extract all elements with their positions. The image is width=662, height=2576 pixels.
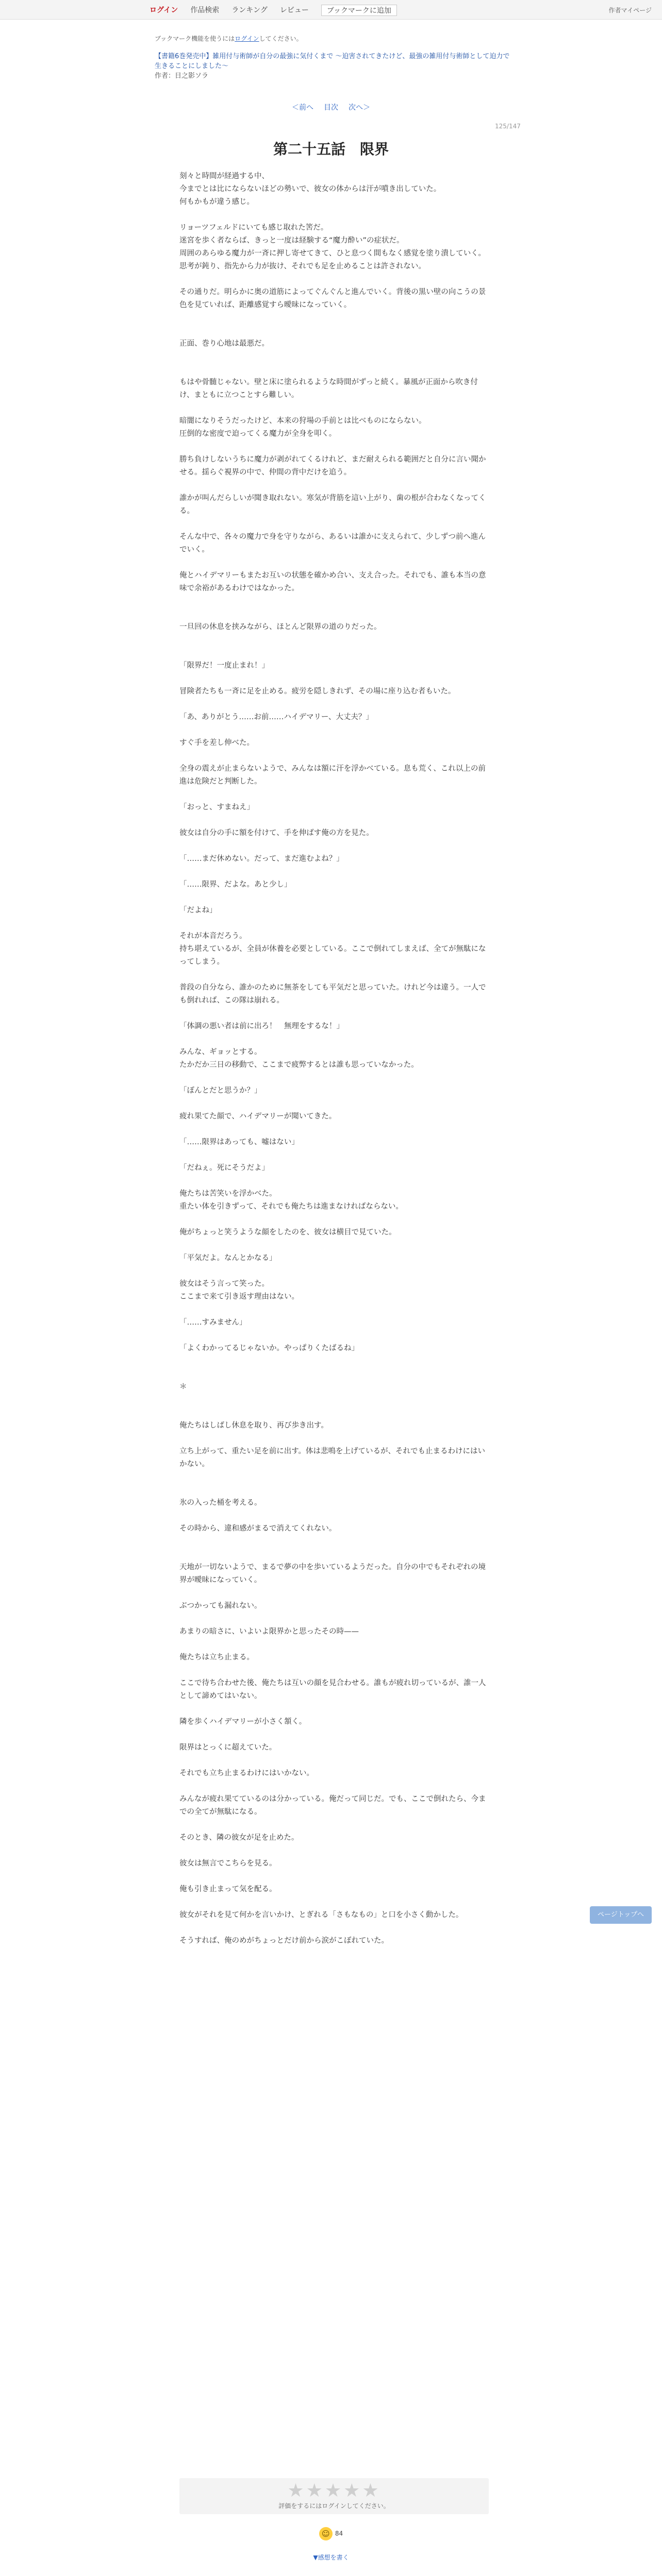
novel-paragraph: リョーツフェルドにいても感じ取れた筈だ。 (179, 224, 328, 232)
novel-paragraph (179, 1303, 489, 1316)
novel-paragraph: ぶつかっても漏れない。 (179, 1602, 262, 1610)
works-search-link[interactable]: 作品検索 (190, 6, 220, 14)
write-impression-link[interactable]: ▼感想を書く (313, 2554, 349, 2561)
novel-paragraph: 周囲のあらゆる魔力が一斉に押し寄せてきて、ひと息つく間もなく感覚を塗り潰していく。思考が鈍り、指先から力が抜け、それでも足を止めることは許されない。 (179, 249, 486, 270)
novel-paragraph: 「……すみません」 (179, 1318, 247, 1327)
novel-paragraph: みんな、ギョッとする。 (179, 1048, 262, 1056)
novel-paragraph: たかだか三日の移動で、ここまで疲弊するとは誰も思っていなかった。 (179, 1061, 419, 1069)
novel-paragraph: 持ち堪えているが、全員が休養を必要としている。ここで倒れてしまえば、全てが無駄になってしまう。 (179, 945, 486, 966)
novel-paragraph (179, 634, 489, 647)
novel-paragraph (179, 595, 489, 608)
novel-paragraph (179, 891, 489, 904)
novel-paragraph: 限界はとっくに超えていた。 (179, 1743, 277, 1752)
series-info (155, 52, 516, 81)
novel-paragraph (179, 1471, 489, 1484)
novel-paragraph: もはや骨髄じゃない。壁と床に塗られるような時間がずっと続く。暴風が正面から吹き付け、まともに立つことすら難しい。 (179, 378, 478, 399)
novel-paragraph (179, 1213, 489, 1226)
novel-body (179, 170, 489, 1947)
novel-paragraph: 暗闇になりそうだったけど、本来の狩場の手前とは比べものにならない。 (179, 417, 426, 425)
novel-paragraph: 隣を歩くハイデマリーが小さく頷く。 (179, 1718, 307, 1726)
prev-link[interactable]: ＜前へ (292, 104, 313, 112)
novel-paragraph: 天地が一切ないようで、まるで夢の中を歩いているようだった。自分の中でもそれぞれの境界が曖昧になっていく。 (179, 1563, 486, 1584)
novel-paragraph (179, 1265, 489, 1278)
novel-paragraph (179, 1638, 489, 1651)
novel-paragraph (179, 1728, 489, 1741)
novel-paragraph: そうすれば、俺のめがちょっとだけ前から涙がこぼれていた。 (179, 1937, 389, 1945)
smile-reaction-icon[interactable]: ☺ (319, 2527, 333, 2540)
novel-paragraph (179, 1896, 489, 1909)
novel-paragraph: 俺たちは立ち止まる。 (179, 1653, 254, 1662)
novel-paragraph: ＊ (179, 1383, 187, 1391)
novel-paragraph (179, 1149, 489, 1162)
novel-paragraph (179, 1432, 489, 1445)
novel-paragraph (179, 1033, 489, 1046)
novel-paragraph: ここで待ち合わせた後、俺たちは互いの顔を見合わせる。誰もが疲れ切っているが、誰一人として諦めてはいない。 (179, 1679, 486, 1700)
novel-paragraph (179, 1870, 489, 1883)
novel-paragraph (179, 788, 489, 801)
novel-paragraph: そんな中で、各々の魔力で身を守りながら、あるいは誰かに支えられて、少しずつ前へ進んでいく。 (179, 533, 486, 554)
novel-paragraph: その時から、違和感がまるで消えてくれない。 (179, 1524, 337, 1533)
novel-paragraph (179, 1922, 489, 1935)
novel-paragraph (179, 1072, 489, 1084)
novel-paragraph: その通りだ。明らかに奥の道筋によってぐんぐんと進んでいく。背後の黒い壁の向こうの景色を見ていれば、距離感覚すら曖昧になっていく。 (179, 288, 486, 309)
novel-paragraph: 俺も引き止まって気を配る。 (179, 1885, 277, 1893)
novel-paragraph: すぐ手を差し伸べた。 (179, 739, 254, 747)
novel-paragraph (179, 750, 489, 762)
novel-paragraph (179, 1097, 489, 1110)
chapter-number: 125/147 (495, 123, 521, 130)
novel-paragraph (179, 1613, 489, 1625)
novel-paragraph (179, 402, 489, 415)
review-link[interactable]: レビュー (279, 6, 309, 14)
reaction-area (0, 2527, 662, 2540)
novel-paragraph: 「……限界、だよな。あと少し」 (179, 880, 292, 889)
novel-paragraph: 全身の震えが止まらないようで、みんなは額に汗を浮かべている。息も荒く、これ以上の前進は危険だと判断した。 (179, 765, 486, 786)
notice-prefix: ブックマーク機能を使うには (155, 35, 235, 42)
novel-paragraph: みんなが疲れ果てているのは分かっている。俺だって同じだ。でも、ここで倒れたら、今までの全てが無駄になる。 (179, 1795, 486, 1816)
novel-paragraph (179, 1548, 489, 1561)
novel-paragraph (179, 1239, 489, 1252)
novel-paragraph: 何もかもが違う感じ。 (179, 198, 254, 206)
novel-paragraph: 圧倒的な密度で迫ってくる魔力が全身を叩く。 (179, 430, 337, 438)
novel-paragraph: 冒険者たちも一斉に足を止める。疲労を隠しきれず、その場に座り込む者もいた。 (179, 687, 456, 696)
toc-link[interactable]: 目次 (324, 104, 338, 112)
novel-paragraph (179, 1510, 489, 1522)
novel-paragraph: 勝ち負けしないうちに魔力が剥がれてくるけれど、まだ耐えられる範囲だと自分に言い聞かせる。揺らぐ視界の中で、仲間の背中だけを追う。 (179, 455, 486, 477)
novel-paragraph (179, 1587, 489, 1600)
novel-paragraph: 「だねぇ。死にそうだよ」 (179, 1164, 269, 1172)
bookmark-add-button[interactable]: ブックマークに追加 (321, 5, 397, 16)
novel-paragraph (179, 1368, 489, 1381)
novel-paragraph (179, 1664, 489, 1677)
novel-paragraph (179, 518, 489, 531)
novel-paragraph: 普段の自分なら、誰かのために無茶をしても平気だと思っていた。けれど今は違う。一人でも倒れれば、この隊は崩れる。 (179, 984, 486, 1005)
novel-paragraph (179, 1535, 489, 1548)
author-line (155, 71, 516, 81)
novel-paragraph: 「平気だよ。なんとかなる」 (179, 1254, 277, 1262)
novel-paragraph (179, 1703, 489, 1716)
novel-paragraph: 「限界だ！一度止まれ！」 (179, 662, 269, 670)
novel-paragraph (179, 672, 489, 685)
novel-paragraph (179, 556, 489, 569)
novel-paragraph (179, 479, 489, 492)
novel-paragraph: 疲れ果てた顔で、ハイデマリーが聞いてきた。 (179, 1112, 337, 1121)
series-title-link[interactable]: 【書籍6巻発売中】雑用付与術師が自分の最強に気付くまで ～迫害されてきたけど、最強の雑用付与術師として迫力で生きることにしました～ (155, 53, 510, 70)
novel-paragraph: 「……まだ休めない。だって、まだ進むよね？」 (179, 855, 344, 863)
novel-paragraph: ここまで来て引き返す理由はない。 (179, 1293, 299, 1301)
novel-paragraph (179, 209, 489, 222)
rating-box (179, 2478, 489, 2514)
novel-paragraph: 「ぼんとだと思うか？」 (179, 1087, 262, 1095)
novel-paragraph: 俺がちょっと笑うような顔をしたのを、彼女は横目で見ていた。 (179, 1228, 396, 1236)
novel-paragraph (179, 440, 489, 453)
author-mypage-link[interactable]: 作者マイページ (608, 7, 652, 14)
novel-paragraph: 彼女は無言でこちらを見る。 (179, 1859, 277, 1868)
novel-paragraph (179, 1780, 489, 1793)
novel-paragraph: 「……限界はあっても、嘘はない」 (179, 1138, 299, 1146)
novel-paragraph: 正面、巻り心地は最悪だ。 (179, 340, 269, 348)
novel-paragraph: 一旦回の休息を挟みながら、ほとんど限界の道のりだった。 (179, 623, 382, 631)
novel-paragraph: 俺たちはしばし休息を取り、再び歩き出す。 (179, 1421, 328, 1430)
ranking-link[interactable]: ランキング (231, 6, 268, 14)
novel-paragraph (179, 647, 489, 659)
novel-paragraph (179, 1484, 489, 1497)
novel-paragraph: それでも立ち止まるわけにはいかない。 (179, 1769, 314, 1777)
novel-paragraph (179, 698, 489, 711)
rating-message: 評価をするにはログインしてください。 (278, 2502, 390, 2510)
novel-paragraph (179, 1406, 489, 1419)
novel-paragraph (179, 325, 489, 337)
novel-paragraph (179, 917, 489, 930)
page-top-button[interactable]: ページトップへ (590, 1906, 652, 1924)
novel-paragraph: 立ち上がって、重たい足を前に出す。体は悲鳴を上げているが、それでも止まるわけにはいかない。 (179, 1447, 486, 1468)
novel-paragraph: 「体調の悪い者は前に出ろ！ 無理をするな！」 (179, 1022, 344, 1030)
novel-paragraph: 彼女はそう言って笑った。 (179, 1280, 269, 1288)
novel-paragraph (179, 724, 489, 737)
novel-paragraph: 迷宮を歩く者ならば、きっと一度は経験する“魔力酔い”の症状だ。 (179, 236, 404, 245)
novel-paragraph: 氷の入った桶を考える。 (179, 1499, 262, 1507)
rating-stars[interactable]: ★★★★★ (287, 2480, 381, 2501)
novel-paragraph (179, 866, 489, 878)
novel-paragraph (179, 969, 489, 981)
novel-paragraph (179, 363, 489, 376)
reaction-count: 84 (335, 2530, 343, 2537)
novel-paragraph (179, 273, 489, 286)
novel-paragraph (179, 1329, 489, 1342)
novel-paragraph (179, 1844, 489, 1857)
novel-paragraph (179, 1819, 489, 1832)
novel-paragraph (179, 312, 489, 325)
notice-suffix: してください。 (259, 35, 303, 42)
novel-paragraph (179, 608, 489, 621)
novel-paragraph: そのとき、隣の彼女が足を止めた。 (179, 1834, 299, 1842)
novel-paragraph: 重たい体を引きずって、それでも俺たちは進まなければならない。 (179, 1202, 403, 1211)
novel-paragraph: 刻々と時間が経過する中、 (179, 172, 269, 180)
next-link[interactable]: 次へ＞ (349, 104, 370, 112)
login-link[interactable]: ログイン (150, 6, 178, 14)
novel-paragraph (179, 1007, 489, 1020)
notice-login-link[interactable]: ログイン (235, 35, 259, 42)
novel-paragraph: 「よくわかってるじゃないか。やっぱりくたばるね」 (179, 1344, 359, 1352)
pager-top (0, 102, 662, 112)
chapter-title: 第二十五話 限界 (273, 141, 389, 158)
novel-paragraph: あまりの暗さに、いよいよ限界かと思ったその時—— (179, 1628, 359, 1636)
novel-paragraph (179, 1355, 489, 1368)
novel-paragraph (179, 814, 489, 827)
novel-paragraph: 今までとは比にならないほどの勢いで、彼女の体からは汗が噴き出していた。 (179, 185, 441, 193)
novel-paragraph (179, 1754, 489, 1767)
bookmark-login-notice (155, 34, 303, 43)
novel-paragraph: 誰かが叫んだらしいが聞き取れない。寒気が背筋を這い上がり、歯の根が合わなくなってくる。 (179, 494, 486, 515)
novel-paragraph (179, 1394, 489, 1406)
top-menu (150, 5, 409, 16)
novel-paragraph: 俺たちは苦笑いを浮かべた。 (179, 1190, 277, 1198)
novel-paragraph: 俺とハイデマリーもまたお互いの状態を確かめ合い、支え合った。それでも、誰も本当の意味で余裕があるわけではなかった。 (179, 571, 486, 592)
author-label: 作者： (155, 72, 175, 80)
novel-paragraph: 「おっと、すまねえ」 (179, 803, 254, 811)
novel-paragraph: 彼女は自分の手に額を付けて、手を伸ばす俺の方を見た。 (179, 829, 374, 837)
novel-paragraph: 彼女がそれを見て何かを言いかけ、とぎれる「さもなもの」と口を小さく動かした。 (179, 1911, 464, 1919)
novel-paragraph: それが本音だろう。 (179, 932, 247, 940)
novel-paragraph: 「だよね」 (179, 906, 217, 914)
novel-paragraph (179, 350, 489, 363)
novel-paragraph (179, 840, 489, 853)
novel-paragraph (179, 1175, 489, 1188)
top-navigation-bar (0, 0, 662, 20)
novel-paragraph: 「あ、ありがとう……お前……ハイデマリー、大丈夫？」 (179, 713, 373, 721)
novel-paragraph (179, 1123, 489, 1136)
author-name-link[interactable]: 日之影ソラ (175, 72, 209, 80)
